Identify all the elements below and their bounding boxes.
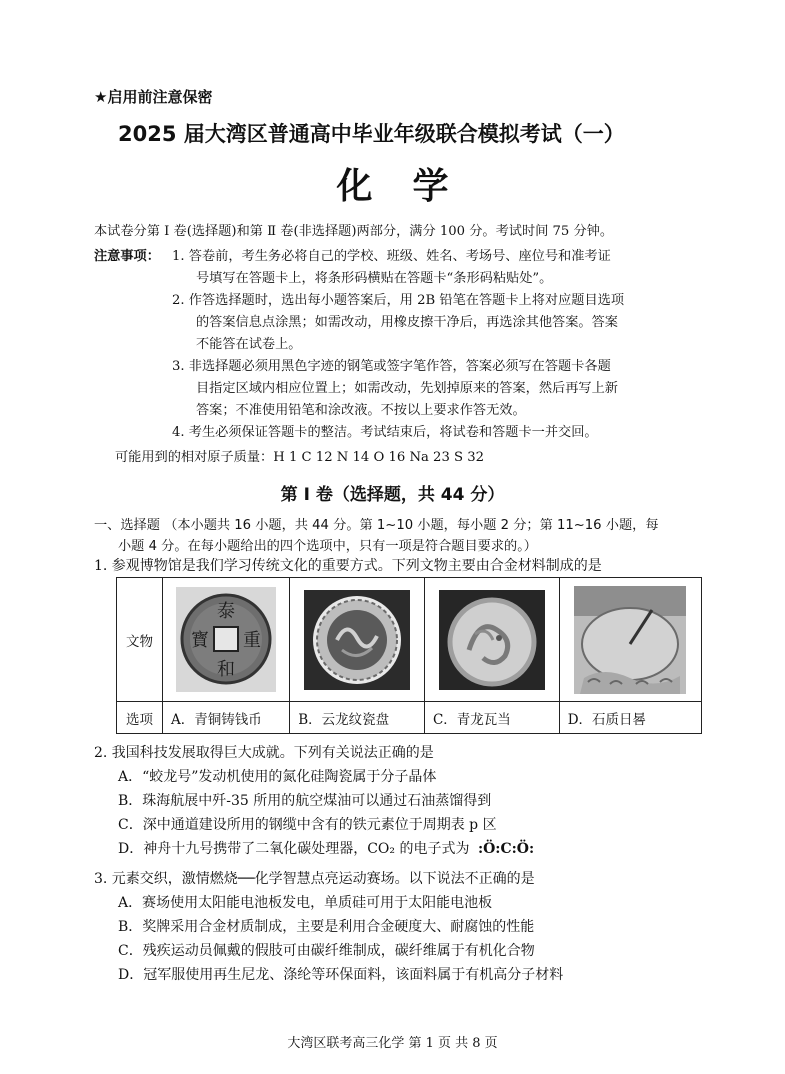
relic-coin-cell [163, 578, 290, 702]
q2-option-a: A．“蛟龙号”发动机使用的氮化硅陶瓷属于分子晶体 [118, 769, 437, 785]
table-header-relic: 文物 [117, 578, 163, 702]
q2-option-c: C．深中通道建设所用的钢缆中含有的铁元素位于周期表 p 区 [118, 817, 497, 833]
stone-sundial-image [574, 586, 686, 694]
bronze-coin-image [176, 587, 276, 692]
coin-char: 重 [243, 630, 262, 651]
part-intro-line2: 小题 4 分。在每小题给出的四个选项中，只有一项是符合题目要求的。） [118, 539, 537, 554]
notice-line: 2. 作答选择题时，选出每小题答案后，用 2B 铅笔在答题卡上将对应题目选项 [172, 293, 625, 308]
relics-table [116, 577, 702, 734]
coin-char: 和 [217, 659, 236, 680]
notice-line: 答案；不准使用铅笔和涂改液。不按以上要求作答无效。 [196, 403, 526, 418]
notice-line: 1. 答卷前，考生务必将自己的学校、班级、姓名、考场号、座位号和准考证 [172, 249, 611, 264]
notice-line: 3. 非选择题必须用黑色字迹的钢笔或签字笔作答，答案必须写在答题卡各题 [172, 359, 611, 374]
exam-title: 2025 届大湾区普通高中毕业年级联合模拟考试（一） [118, 122, 625, 146]
q1-option-d: D．石质日晷 [559, 702, 701, 734]
relic-plate-cell [290, 578, 425, 702]
porcelain-plate-image [304, 590, 410, 690]
notice-line: 4. 考生必须保证答题卡的整洁。考试结束后，将试卷和答题卡一并交回。 [172, 425, 598, 440]
notice-label: 注意事项： [94, 249, 160, 264]
notice-line: 的答案信息点涂黑；如需改动，用橡皮擦干净后，再选涂其他答案。答案 [196, 315, 618, 330]
table-header-option: 选项 [117, 702, 163, 734]
q2-option-b: B．珠海航展中歼-35 所用的航空煤油可以通过石油蒸馏得到 [118, 793, 492, 809]
question-1-stem: 1. 参观博物馆是我们学习传统文化的重要方式。下列文物主要由合金材料制成的是 [94, 558, 602, 574]
dragon-tile-image [439, 590, 545, 690]
co2-electron-formula: :Ö:C:Ö: [477, 841, 535, 857]
notice-line: 目指定区域内相应位置上；如需改动，先划掉原来的答案，然后再写上新 [196, 381, 618, 396]
q3-option-b: B．奖牌采用合金材质制成，主要是利用合金硬度大、耐腐蚀的性能 [118, 919, 535, 935]
q1-option-b: B．云龙纹瓷盘 [290, 702, 425, 734]
exam-intro: 本试卷分第 Ⅰ 卷(选择题)和第 Ⅱ 卷(非选择题)两部分，满分 100 分。考试时间 75 分钟。 [94, 224, 614, 239]
q2-option-d-text: D．神舟十九号携带了二氧化碳处理器，CO₂ 的电子式为 [118, 841, 470, 857]
question-2-stem: 2. 我国科技发展取得巨大成就。下列有关说法正确的是 [94, 745, 434, 761]
notice-line: 不能答在试卷上。 [196, 337, 302, 352]
coin-char: 寳 [191, 630, 210, 651]
q1-option-a: A．青铜铸钱币 [163, 702, 290, 734]
q2-option-d [118, 838, 534, 858]
q3-option-d: D．冠军服使用再生尼龙、涤纶等环保面料，该面料属于有机高分子材料 [118, 967, 564, 983]
q3-option-c: C．残疾运动员佩戴的假肢可由碳纤维制成，碳纤维属于有机化合物 [118, 943, 535, 959]
atomic-mass-line: 可能用到的相对原子质量：H 1 C 12 N 14 O 16 Na 23 S 32 [115, 450, 485, 465]
q3-option-a: A．赛场使用太阳能电池板发电，单质硅可用于太阳能电池板 [118, 895, 493, 911]
subject-title: 化学 [336, 166, 489, 207]
part-intro-line1: 一、选择题 （本小题共 16 小题，共 44 分。第 1~10 小题，每小题 2 分；第 11~16 小题，每 [94, 518, 659, 533]
coin-char: 泰 [217, 601, 236, 622]
relic-tile-cell [424, 578, 559, 702]
notice-line: 号填写在答题卡上，将条形码横贴在答题卡“条形码粘贴处”。 [196, 271, 553, 286]
relic-sundial-cell [559, 578, 701, 702]
section-title: 第 Ⅰ 卷（选择题，共 44 分） [280, 485, 505, 505]
q1-option-c: C．青龙瓦当 [424, 702, 559, 734]
page-footer: 大湾区联考高三化学 第 1 页 共 8 页 [287, 1036, 498, 1051]
question-3-stem: 3. 元素交织，激情燃烧──化学智慧点亮运动赛场。以下说法不正确的是 [94, 871, 535, 887]
confidential-mark: ★启用前注意保密 [94, 88, 213, 106]
